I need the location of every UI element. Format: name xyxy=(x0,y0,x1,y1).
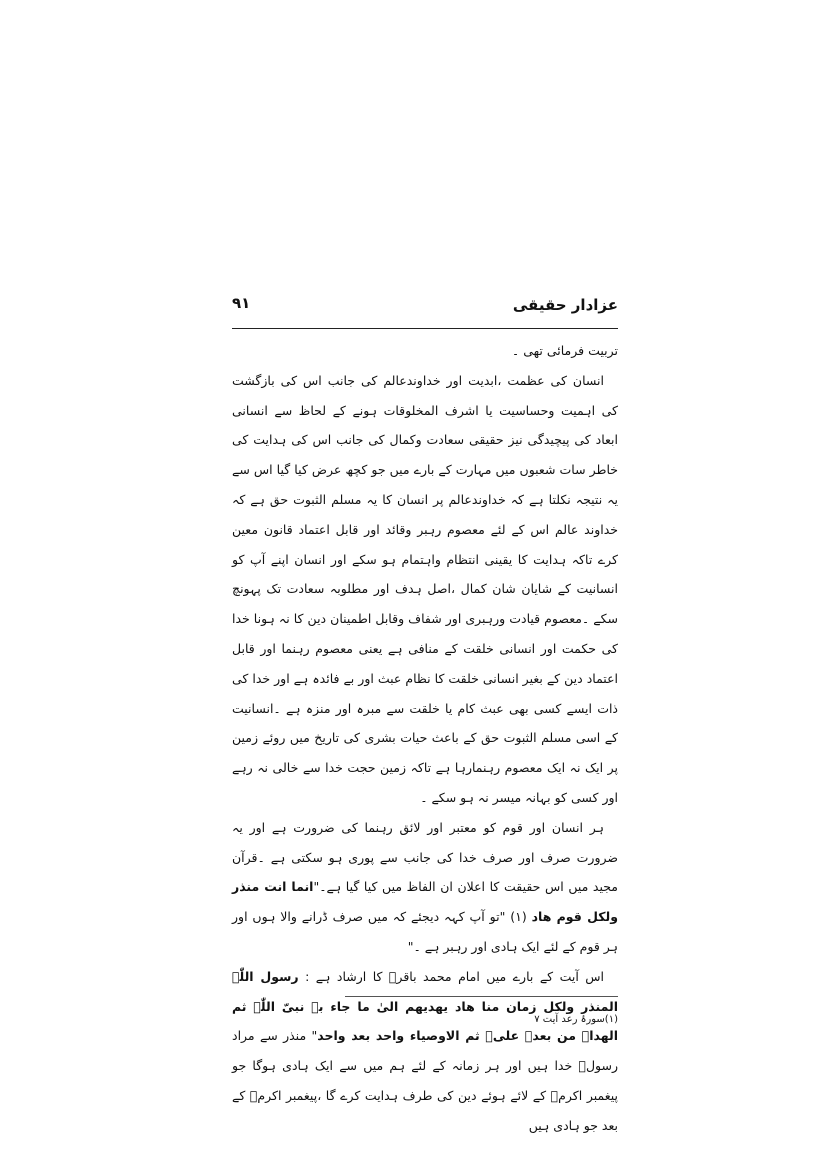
running-title: عزادار حقیقی xyxy=(512,296,618,314)
page-header xyxy=(232,286,618,326)
paragraph xyxy=(232,962,618,1141)
paragraph xyxy=(232,366,618,813)
page-number: ۹۱ xyxy=(232,294,251,312)
paragraph xyxy=(232,813,618,962)
paragraph-text: اس آیت کے بارے میں امام محمد باقرؑ کا ارشاد ہے : xyxy=(305,968,604,984)
hadith-quote: رسول اللّٰہ المنذر ولکل زمان منا ھاد یھدیھم الیٰ ما جاء بہ نبیّ اللّٰہ ثم الھداۃ من بعدہ علیؑ ثم الاوصیاء واحد بعد واحد xyxy=(232,968,618,1044)
paragraph-text: (۱) "تو آپ کہہ دیجئے کہ میں صرف ڈرانے والا ہوں اور ہر قوم کے لئے ایک ہادی اور رہبر ہے ۔" xyxy=(232,909,618,954)
quran-verse: انما انت منذر ولکل قوم ھاد xyxy=(232,879,618,925)
header-rule xyxy=(232,328,618,329)
paragraph-text: ہر انسان اور قوم کو معتبر اور لائق رہنما کی ضرورت ہے اور یہ ضرورت صرف اور صرف خدا کی جانب سے پوری ہو سکتی ہے ۔قرآن مجید میں اس حقیقت کا اعلان ان الفاظ میں کیا گیا ہے۔" xyxy=(232,819,618,895)
paragraph-text: تربیت فرمائی تھی ۔ xyxy=(511,343,618,358)
paragraph-text: " منذر سے مراد رسولؐ خدا ہیں اور ہر زمانہ کے لئے ہم میں سے ایک ہادی ہوگا جو پیغمبر اکرمؐ کے لائے ہوئے دین کی طرف ہدایت کرے گا ،پیغمبر اکرمؐ کے بعد جو ہادی ہیں xyxy=(232,1028,618,1133)
paragraph-text: انسان کی عظمت ،ابدیت اور خداوندعالم کی جانب اس کی بازگشت کی اہمیت وحساسیت یا اشرف المخلوقات ہونے کے لحاظ سے انسانی ابعاد کی پیچیدگی نیز حقیقی سعادت وکمال کی جانب اس کی ہدایت کی خاطر سات شعبوں میں مہارت کے بارے میں جو کچھ عرض کیا گیا اس سے یہ نتیجہ نکلتا ہے کہ خداوندعالم پر انسان کا یہ مسلم الثبوت حق ہے کہ خداوند عالم اس کے لئے معصوم رہبر وقائد اور قابل اعتماد قانون معین کرے تاکہ ہدایت کا یقینی انتظام واہتمام ہو سکے اور انسان اپنے آپ کو انسانیت کے شایان شان کمال ،اصل ہدف اور مطلوبہ سعادت تک پہونچ سکے ۔معصوم قیادت ورہبری اور شفاف وقابل اطمینان دین کا نہ ہونا خدا کی حکمت اور انسانی خلقت کے منافی ہے یعنی معصوم رہنما اور قابل اعتماد دین کے بغیر انسانی خلقت کا نظام عبث اور بے فائدہ ہے اور خدا کی ذات ایسے کسی بھی عبث کام یا خلقت سے مبرہ اور منزہ ہے ۔انسانیت کے اسی مسلم الثبوت حق کے باعث حیات بشری کی تاریخ میں روئے زمین پر ایک نہ ایک معصوم رہنمارہا ہے تاکہ زمین حجت خدا سے خالی نہ رہے اور کسی کو بہانہ میسر نہ ہو سکے ۔ xyxy=(232,372,618,805)
footnote-rule xyxy=(345,996,618,997)
footnote: (۱)سورۂ رعد آیت ۷ xyxy=(534,1014,618,1025)
paragraph xyxy=(232,336,618,366)
